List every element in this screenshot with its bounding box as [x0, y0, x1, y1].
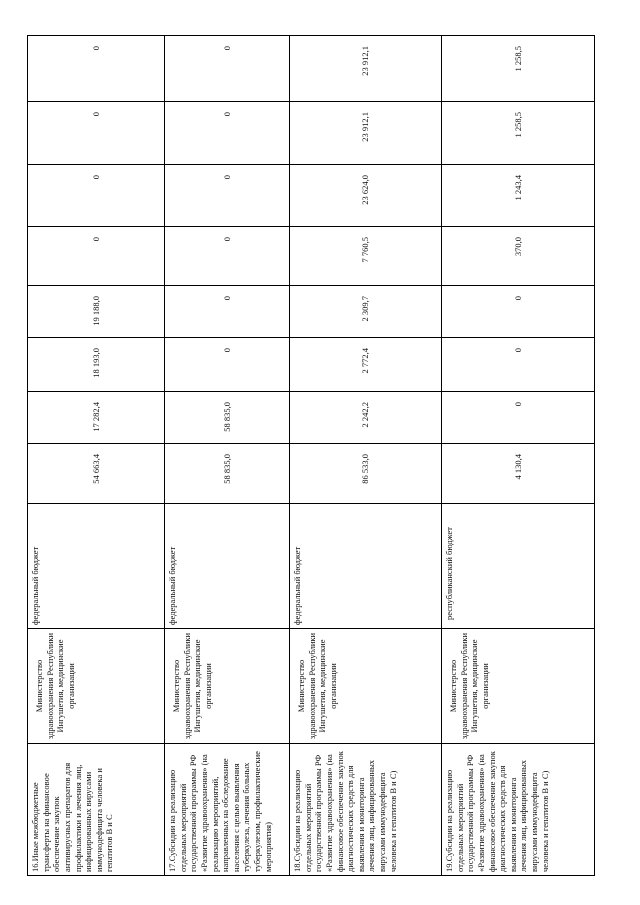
value-cell: 0 — [165, 165, 290, 227]
value-cell: 0 — [28, 227, 165, 286]
value-cell: 0 — [165, 102, 290, 165]
value-cell: 2 772,4 — [290, 338, 442, 392]
value-cell: 370,0 — [442, 227, 595, 286]
value-cell: 0 — [165, 36, 290, 102]
value-cell: 0 — [165, 227, 290, 286]
value-cell: 0 — [165, 286, 290, 338]
value-cell: 0 — [442, 338, 595, 392]
value-cell: 0 — [28, 165, 165, 227]
executor-cell: Министерство здравоохранения Республики Ингушетия, медицинские организации — [165, 629, 290, 744]
table-row — [442, 36, 595, 876]
funding-source-cell: республиканский бюджет — [442, 504, 595, 629]
value-cell: 54 663,4 — [28, 444, 165, 504]
value-cell: 23 912,1 — [290, 36, 442, 102]
value-cell: 0 — [28, 36, 165, 102]
measure-name-cell: 16.Иные межбюджетные трансферты на финансовое обеспечение закупок антивирусных препаратов для профилактики и лечения лиц, инфицированных вирусами иммунодефицита человека и гепатитов В и С — [28, 744, 165, 876]
value-cell: 4 130,4 — [442, 444, 595, 504]
measure-name-cell: 18.Субсидии на реализацию отдельных мероприятий государственной программы РФ «Развитие здравоохранения» (на финансовое обеспечение закупок диагностических средств для выявления и мониторинга лечения лиц, инфицированных вирусами иммунодефицита человека и гепатитов В и С) — [290, 744, 442, 876]
table-row — [28, 36, 165, 876]
value-cell: 0 — [165, 338, 290, 392]
table-row — [290, 36, 442, 876]
executor-cell: Министерство здравоохранения Республики Ингушетия, медицинские организации — [442, 629, 595, 744]
measure-name-cell: 19.Субсидии на реализацию отдельных мероприятий государственной программы РФ «Развитие здравоохранения» (на финансовое обеспечение закупок диагностических средств для выявления и мониторинга лечения лиц, инфицированных вирусами иммунодефицита человека и гепатитов В и С) — [442, 744, 595, 876]
value-cell: 58 835,0 — [165, 392, 290, 444]
value-cell: 58 835,0 — [165, 444, 290, 504]
value-cell: 2 309,7 — [290, 286, 442, 338]
value-cell: 0 — [442, 286, 595, 338]
value-cell: 2 242,2 — [290, 392, 442, 444]
table-row — [165, 36, 290, 876]
value-cell: 18 193,0 — [28, 338, 165, 392]
executor-cell: Министерство здравоохранения Республики Ингушетия, медицинские организации — [28, 629, 165, 744]
funding-source-cell: федеральный бюджет — [165, 504, 290, 629]
value-cell: 1 258,5 — [442, 36, 595, 102]
measure-name-cell: 17.Субсидии на реализацию отдельных мероприятий государственной программы РФ «Развитие здравоохранения» (на реализацию мероприятий, направленных на обследование населения с целью выявления туберкулеза, лечения больных туберкулезом, профилактические мероприятия) — [165, 744, 290, 876]
value-cell: 17 282,4 — [28, 392, 165, 444]
budget-table — [27, 35, 595, 876]
value-cell: 0 — [442, 392, 595, 444]
value-cell: 23 624,0 — [290, 165, 442, 227]
value-cell: 1 258,5 — [442, 102, 595, 165]
value-cell: 7 760,5 — [290, 227, 442, 286]
value-cell: 19 188,0 — [28, 286, 165, 338]
value-cell: 23 912,1 — [290, 102, 442, 165]
value-cell: 0 — [28, 102, 165, 165]
value-cell: 86 533,0 — [290, 444, 442, 504]
executor-cell: Министерство здравоохранения Республики Ингушетия, медицинские организации — [290, 629, 442, 744]
value-cell: 1 243,4 — [442, 165, 595, 227]
funding-source-cell: федеральный бюджет — [290, 504, 442, 629]
funding-source-cell: федеральный бюджет — [28, 504, 165, 629]
